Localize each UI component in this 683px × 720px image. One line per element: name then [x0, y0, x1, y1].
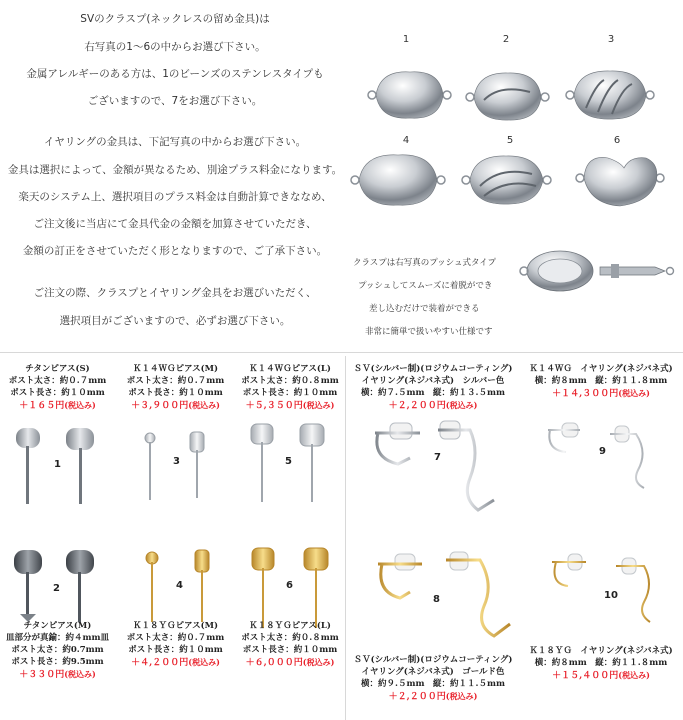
clasp-number: 5	[506, 135, 514, 146]
earring-images-row1	[0, 418, 683, 523]
clasp-2-wave	[466, 73, 549, 120]
product-number: 3	[173, 456, 180, 467]
product-number: 10	[604, 590, 618, 601]
intro-line: 楽天のシステム上、選択項目のプラス料金は自動計算できななめ、	[18, 191, 332, 203]
product-p1: チタンピアス(S) ポスト太さ：約０.７mm ポスト長さ：約１０mm ＋１６５円(税込み)	[8, 364, 107, 411]
product-e7: ＳＶ(シルバー制)(ロジウムコーティング) イヤリング(ネジバネ式) シルバー色 横：約７.５mm 縦：約１３.５mm ＋２,２００円(税込み)	[353, 364, 513, 411]
product-number: 1	[54, 459, 61, 470]
clasp-5-wave	[462, 156, 551, 204]
intro-line: 右写真の1〜6の中からお選び下さい。	[84, 41, 266, 53]
product-number: 2	[53, 583, 60, 594]
push-note-line: プッシュしてスムーズに着脱ができ	[358, 281, 493, 291]
intro-line: ご注文後に当店にて金具代金の金額を加算させていただき、	[33, 218, 317, 230]
push-note-line: 非常に簡単で扱いやすい仕様です	[365, 327, 493, 337]
product-number: 7	[434, 452, 441, 463]
clasp-4-bean-large	[351, 155, 445, 205]
product-p6: Ｋ１８ＹＧピアス(L) ポスト太さ：約０.８mm ポスト長さ：約１０mm ＋６,０００円(税込み)	[241, 621, 339, 668]
product-p5: Ｋ１４ＷＧピアス(L) ポスト太さ：約０.８mm ポスト長さ：約１０mm ＋５,３５０円(税込み)	[241, 364, 339, 411]
clasp-number: 6	[613, 135, 621, 146]
intro-line: 金具は選択によって、金額が異なるため、別途プラス料金になります。	[7, 164, 343, 176]
clasp-images	[0, 0, 683, 240]
clasp-3-twist	[566, 71, 654, 119]
intro-line: 金額の訂正をさせていただく形となりますので、ご了承下さい。	[22, 245, 328, 257]
product-e10: Ｋ１８ＹＧ イヤリング(ネジバネ式) 横：約８mm 縦：約１１.８mm ＋１５,４００円(税込み)	[529, 646, 673, 681]
product-number: 4	[176, 580, 183, 591]
product-number: 8	[433, 594, 440, 605]
push-clasp-image	[515, 245, 675, 305]
product-number: 5	[285, 456, 292, 467]
intro-line: イヤリングの金具は、下記写真の中からお選び下さい。	[43, 136, 307, 148]
clasp-number: 4	[402, 135, 410, 146]
intro-line: ご注文の際、クラスプとイヤリング金具をお選びいただく、	[33, 287, 317, 299]
product-number: 9	[599, 446, 606, 457]
clasp-number: 2	[502, 34, 510, 45]
intro-line: SVのクラスプ(ネックレスの留め金具)は	[80, 13, 270, 25]
push-note-line: クラスプは右写真のプッシュ式タイプ	[353, 258, 497, 268]
intro-line: ございますので、7をお選び下さい。	[87, 95, 263, 107]
earring-e7	[375, 421, 494, 510]
earring-e9	[548, 423, 644, 488]
product-p3: Ｋ１４ＷＧピアス(M) ポスト太さ：約０.７mm ポスト長さ：約１０mm ＋３,９００円(税込み)	[126, 364, 225, 411]
product-p2: チタンピアス(M) 皿部分が真鍮：約４mm皿 ポスト太さ：約0.7mm ポスト長さ：約9.5mm ＋３３０円(税込み)	[6, 621, 109, 680]
clasp-number: 3	[607, 34, 615, 45]
intro-line: 選択項目がございますので、必ずお選び下さい。	[59, 315, 291, 327]
product-e8: ＳＶ(シルバー制)(ロジウムコーティング) イヤリング(ネジバネ式) ゴールド色 横：約９.５mm 縦：約１１.５mm ＋２,２００円(税込み)	[353, 655, 513, 702]
clasp-1-bean	[368, 72, 451, 118]
clasp-number: 1	[402, 34, 410, 45]
earring-e8	[378, 552, 510, 636]
product-p4: Ｋ１８ＹＧピアス(M) ポスト太さ：約０.７mm ポスト長さ：約１０mm ＋４,２００円(税込み)	[126, 621, 225, 668]
earring-e10	[552, 554, 650, 622]
intro-line: 金属アレルギーのある方は、1のビーンズのステンレスタイプも	[26, 68, 324, 80]
push-note-line: 差し込むだけで装着ができる	[369, 304, 480, 314]
product-e9: Ｋ１４ＷＧ イヤリング(ネジバネ式) 横：約８mm 縦：約１１.８mm ＋１４,３００円(税込み)	[529, 364, 673, 399]
product-number: 6	[286, 580, 293, 591]
clasp-6-heart	[576, 157, 664, 206]
